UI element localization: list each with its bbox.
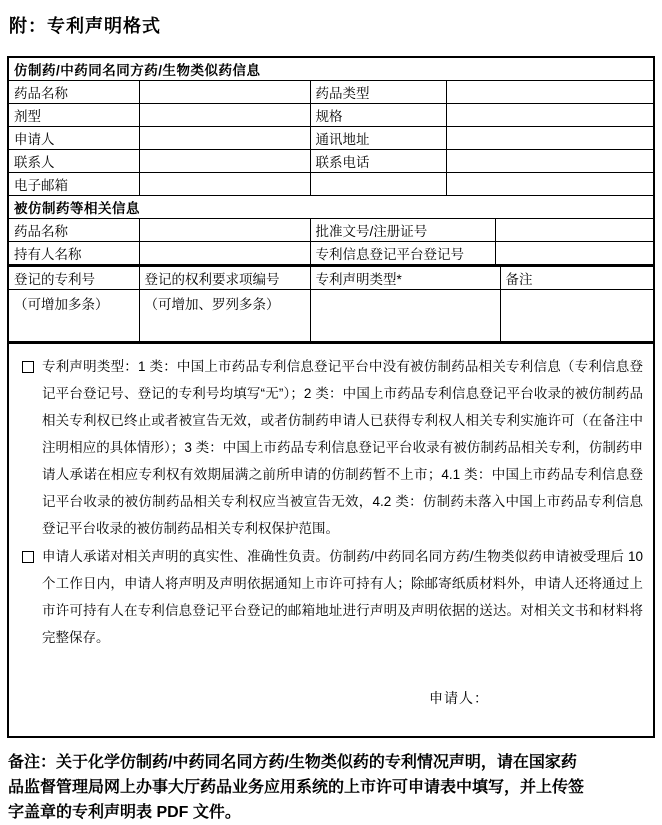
field-value[interactable]	[139, 81, 310, 104]
field-value[interactable]	[139, 242, 310, 265]
field-value[interactable]	[446, 104, 653, 127]
declaration-type-header: 专利声明类型*	[310, 266, 500, 290]
patent-number-cell[interactable]: （可增加多条）	[9, 290, 139, 342]
section1-header: 仿制药/中药同名同方药/生物类似药信息	[9, 58, 653, 81]
field-label: 持有人名称	[9, 242, 139, 265]
field-label: 联系人	[9, 150, 139, 173]
applicant-signature-line	[9, 688, 653, 708]
field-label	[310, 173, 446, 196]
form-row-applicant	[9, 127, 653, 150]
section2-header: 被仿制药等相关信息	[9, 196, 653, 219]
section1-table	[9, 58, 653, 196]
field-value[interactable]	[139, 104, 310, 127]
remarks-header: 备注	[500, 266, 653, 290]
remarks-cell[interactable]	[500, 290, 653, 342]
patent-claims-header-row	[9, 266, 653, 290]
field-label: 药品类型	[310, 81, 446, 104]
section1-header-row	[9, 58, 653, 81]
field-value[interactable]	[495, 242, 653, 265]
patent-claims-table	[9, 265, 653, 342]
field-label: 电子邮箱	[9, 173, 139, 196]
patent-claims-entry-row	[9, 290, 653, 342]
declarations-section	[9, 342, 653, 656]
form-row-drug-name	[9, 81, 653, 104]
declaration-text: 专利声明类型：1 类：中国上市药品专利信息登记平台中没有被仿制药品相关专利信息（专利信息登记平台登记号、登记的专利号均填写“无”）；2 类：中国上市药品专利信息登记平台收录的被仿制药品相关专利权已终止或者被宣告无效，或者仿制药申请人已获得专利权人相关专利实施许可（在备注中注明相应的具体情形）；3 类：中国上市药品专利信息登记平台收录有被仿制药品相关专利，仿制药申请人承诺在相应专利权有效期届满之前所申请的仿制药暂不上市；4.1 类：中国上市药品专利信息登记平台收录的被仿制药品相关专利权应当被宣告无效，4.2 类：仿制药未落入中国上市药品专利信息登记平台收录的被仿制药品相关专利权保护范围。	[42, 359, 643, 536]
patent-number-header: 登记的专利号	[9, 266, 139, 290]
field-value[interactable]	[446, 127, 653, 150]
field-value[interactable]	[139, 173, 310, 196]
page-title: 附：专利声明格式	[9, 16, 161, 36]
declaration-type-cell[interactable]	[310, 290, 500, 342]
field-value[interactable]	[446, 81, 653, 104]
field-label: 剂型	[9, 104, 139, 127]
applicant-label: 申请人：	[429, 690, 489, 706]
field-label: 药品名称	[9, 219, 139, 242]
section2-header-row	[9, 196, 653, 219]
form-row-email	[9, 173, 653, 196]
patent-declaration-form-box	[7, 56, 655, 738]
form-row-ref-drug-name	[9, 219, 653, 242]
field-label: 申请人	[9, 127, 139, 150]
field-value[interactable]	[139, 127, 310, 150]
field-value[interactable]	[139, 150, 310, 173]
field-label: 规格	[310, 104, 446, 127]
field-value[interactable]	[139, 219, 310, 242]
footer-note: 备注：关于化学仿制药/中药同名同方药/生物类似药的专利情况声明，请在国家药品监督管理局网上办事大厅药品业务应用系统的上市许可申请表中填写，并上传签字盖章的专利声明表 PDF 文件。	[8, 754, 585, 821]
form-row-dosage-form	[9, 104, 653, 127]
field-label: 通讯地址	[310, 127, 446, 150]
claim-number-cell[interactable]: （可增加、罗列多条）	[139, 290, 310, 342]
field-value[interactable]	[495, 219, 653, 242]
field-label: 药品名称	[9, 81, 139, 104]
checkbox-icon[interactable]	[22, 361, 34, 373]
field-label: 联系电话	[310, 150, 446, 173]
field-value[interactable]	[446, 150, 653, 173]
field-label: 批准文号/注册证号	[310, 219, 495, 242]
form-row-contact-person	[9, 150, 653, 173]
declaration-text: 申请人承诺对相关声明的真实性、准确性负责。仿制药/中药同名同方药/生物类似药申请被受理后 10 个工作日内，申请人将声明及声明依据通知上市许可持有人；除邮寄纸质材料外，申请人还将通过上市许可持有人在专利信息登记平台登记的邮箱地址进行声明及声明依据的送达。对相关文书和材料将完整保存。	[42, 549, 643, 645]
checkbox-icon[interactable]	[22, 551, 34, 563]
claim-number-header: 登记的权利要求项编号	[139, 266, 310, 290]
section2-table	[9, 196, 653, 265]
applicant-commitment-paragraph	[19, 543, 643, 651]
field-value[interactable]	[446, 173, 653, 196]
declaration-type-paragraph	[19, 353, 643, 542]
field-label: 专利信息登记平台登记号	[310, 242, 495, 265]
form-row-holder-name	[9, 242, 653, 265]
